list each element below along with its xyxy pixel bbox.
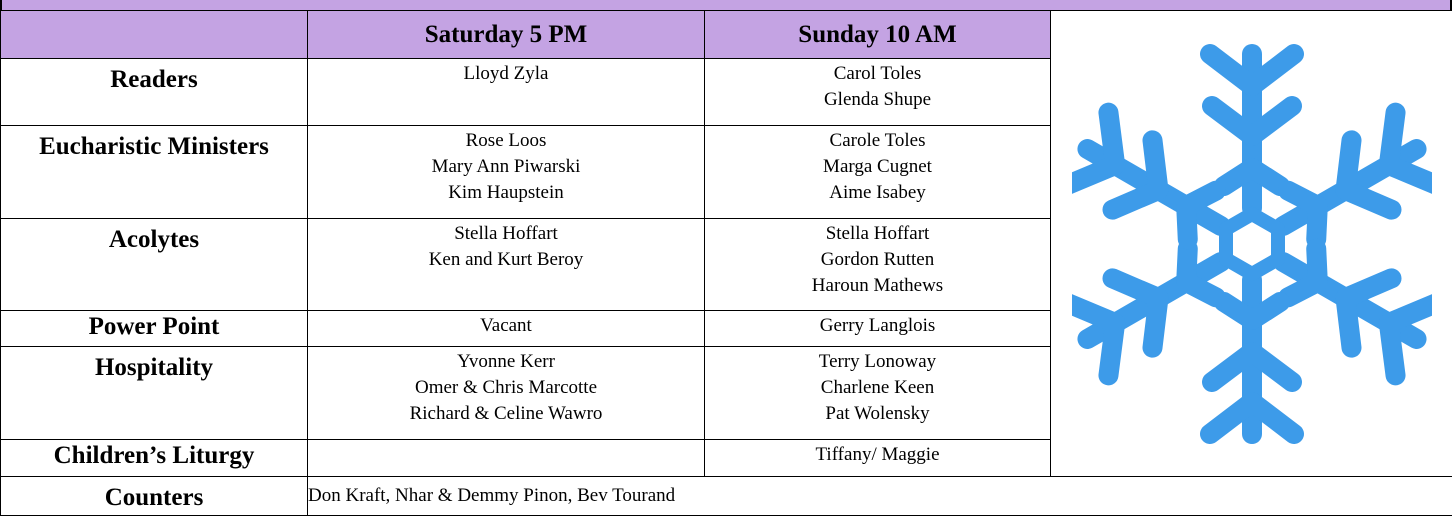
volunteer-name: Yvonne Kerr [457, 351, 555, 372]
volunteer-name: Gordon Rutten [820, 249, 935, 270]
sunday-cell [705, 126, 1051, 219]
table-row [1, 477, 1452, 516]
volunteer-name: Glenda Shupe [823, 89, 932, 110]
volunteer-name: Pat Wolensky [825, 403, 930, 424]
sunday-cell [705, 311, 1051, 347]
sunday-cell [705, 59, 1051, 126]
role-label: Hospitality [1, 347, 308, 440]
volunteer-name: Vacant [480, 315, 532, 336]
volunteer-name: Stella Hoffart [454, 223, 558, 244]
role-label: Eucharistic Ministers [1, 126, 308, 219]
role-label: Readers [1, 59, 308, 126]
role-label: Power Point [1, 311, 308, 347]
column-header-sunday: Sunday 10 AM [705, 11, 1051, 59]
snowflake-icon [1072, 34, 1432, 454]
volunteer-name: Rose Loos [465, 130, 547, 151]
volunteer-name: Richard & Celine Wawro [409, 403, 603, 424]
header-blank-cell [1, 11, 308, 59]
counters-names: Don Kraft, Nhar & Demmy Pinon, Bev Tourand [308, 477, 1452, 516]
role-label: Acolytes [1, 219, 308, 311]
volunteer-name: Aime Isabey [829, 182, 926, 203]
sunday-cell [705, 440, 1051, 477]
header-row [1, 11, 1452, 59]
volunteer-name: Kim Haupstein [448, 182, 564, 203]
volunteer-name: Marga Cugnet [823, 156, 932, 177]
snowflake-cell [1051, 11, 1452, 477]
volunteer-name: Carole Toles [829, 130, 926, 151]
volunteer-name: Tiffany/ Maggie [815, 444, 940, 465]
sunday-cell [705, 219, 1051, 311]
volunteer-name: Terry Lonoway [818, 351, 937, 372]
saturday-cell [308, 440, 705, 477]
saturday-cell [308, 219, 705, 311]
saturday-cell [308, 311, 705, 347]
volunteer-name: Omer & Chris Marcotte [414, 377, 598, 398]
role-label: Counters [1, 477, 308, 516]
volunteer-name: Mary Ann Piwarski [431, 156, 581, 177]
sunday-cell [705, 347, 1051, 440]
volunteer-name: Lloyd Zyla [463, 63, 549, 84]
volunteer-name: Haroun Mathews [811, 275, 944, 296]
saturday-cell [308, 126, 705, 219]
column-header-saturday: Saturday 5 PM [308, 11, 705, 59]
role-label: Children’s Liturgy [1, 440, 308, 477]
volunteer-name: Ken and Kurt Beroy [428, 249, 584, 270]
volunteer-name: Gerry Langlois [819, 315, 936, 336]
volunteer-name: Charlene Keen [820, 377, 935, 398]
saturday-cell [308, 347, 705, 440]
schedule-table [0, 10, 1452, 516]
saturday-cell [308, 59, 705, 126]
volunteer-name: Stella Hoffart [825, 223, 930, 244]
volunteer-name: Carol Toles [833, 63, 922, 84]
